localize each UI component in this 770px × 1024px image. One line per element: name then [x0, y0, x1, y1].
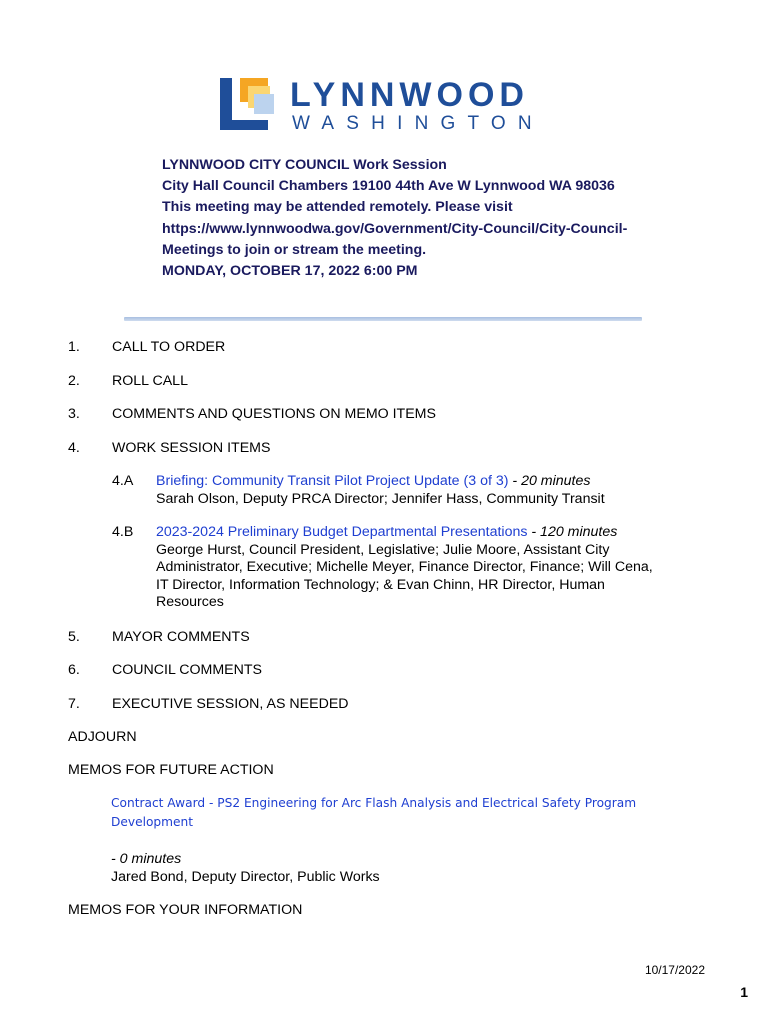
adjourn-heading: ADJOURN — [68, 729, 137, 745]
sub-item-body — [156, 524, 696, 612]
item-presenters: George Hurst, Council President, Legislative; Julie Moore, Assistant City — [156, 541, 610, 558]
sub-item-key: 4.A — [112, 473, 134, 489]
meeting-header — [162, 155, 722, 282]
agenda-label: ROLL CALL — [112, 373, 188, 389]
agenda-number: 3. — [68, 406, 80, 422]
item-presenters: Sarah Olson, Deputy PRCA Director; Jennifer Hass, Community Transit — [156, 490, 605, 507]
logo-subtitle: WASHINGTON — [292, 113, 544, 134]
agenda-number: 4. — [68, 440, 80, 456]
agenda-label: COUNCIL COMMENTS — [112, 662, 263, 678]
header-link-line[interactable]: Meetings to join or stream the meeting. — [162, 241, 427, 258]
agenda-label: COMMENTS AND QUESTIONS ON MEMO ITEMS — [112, 406, 436, 422]
item-title-link[interactable]: Briefing: Community Transit Pilot Project Update (3 of 3) — [156, 473, 509, 489]
future-action-heading: MEMOS FOR FUTURE ACTION — [68, 762, 274, 778]
lynnwood-logo — [218, 76, 558, 138]
item-title-link[interactable]: 2023-2024 Preliminary Budget Departmental Presentations — [156, 524, 528, 540]
agenda-label: EXECUTIVE SESSION, AS NEEDED — [112, 696, 349, 712]
item-presenters: IT Director, Information Technology; & Evan Chinn, HR Director, Human — [156, 576, 605, 593]
agenda-number: 1. — [68, 339, 80, 355]
header-line: LYNNWOOD CITY COUNCIL Work Session — [162, 157, 447, 173]
agenda-number: 6. — [68, 662, 80, 678]
memo-presenter: Jared Bond, Deputy Director, Public Works — [111, 868, 380, 885]
item-duration: - 120 minutes — [527, 524, 618, 540]
sub-item-key: 4.B — [112, 524, 134, 540]
info-heading: MEMOS FOR YOUR INFORMATION — [68, 902, 303, 918]
future-memo-link[interactable] — [111, 794, 636, 832]
meeting-date: MONDAY, OCTOBER 17, 2022 6:00 PM — [162, 263, 418, 280]
agenda-label: MAYOR COMMENTS — [112, 629, 250, 645]
header-divider — [124, 317, 642, 321]
memo-link-line[interactable]: Contract Award - PS2 Engineering for Arc Flash Analysis and Electrical Safety Program — [111, 796, 637, 810]
lynnwood-mark-icon — [218, 76, 282, 132]
sub-item-body — [156, 473, 696, 508]
memo-duration: - 0 minutes — [111, 851, 182, 867]
header-link-line[interactable]: https://www.lynnwoodwa.gov/Government/City-Council/City-Council- — [162, 220, 628, 237]
logo-wordmark: LYNNWOOD — [290, 76, 529, 114]
page-number: 1 — [740, 984, 748, 1000]
agenda-number: 5. — [68, 629, 80, 645]
agenda-number: 7. — [68, 696, 80, 712]
memo-link-line[interactable]: Development — [111, 815, 194, 829]
item-duration: - 20 minutes — [508, 473, 591, 489]
item-presenters: Resources — [156, 594, 224, 610]
agenda-label: WORK SESSION ITEMS — [112, 440, 271, 456]
item-presenters: Administrator, Executive; Michelle Meyer, Finance Director, Finance; Will Cena, — [156, 559, 653, 575]
agenda-number: 2. — [68, 373, 80, 389]
future-memo-details — [111, 851, 380, 886]
header-line: This meeting may be attended remotely. Please visit — [162, 199, 513, 216]
agenda-label: CALL TO ORDER — [112, 339, 226, 355]
footer-date: 10/17/2022 — [644, 963, 705, 977]
header-line: City Hall Council Chambers 19100 44th Ave W Lynnwood WA 98036 — [162, 178, 615, 195]
